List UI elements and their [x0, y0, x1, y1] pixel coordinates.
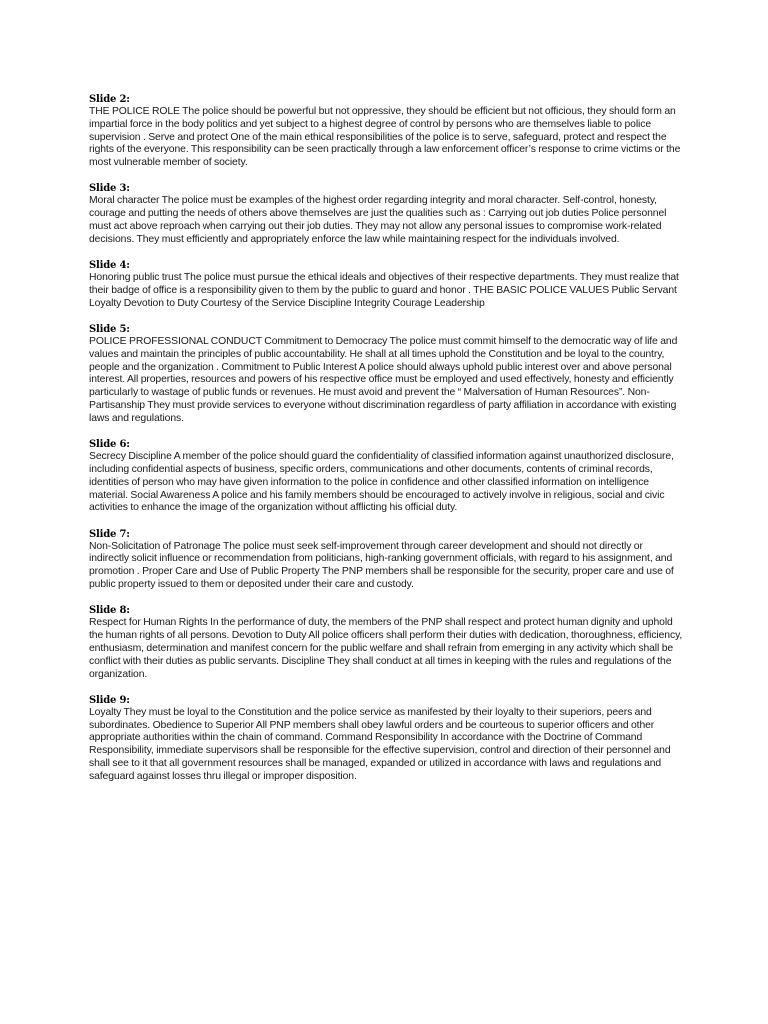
slide-body: Respect for Human Rights In the performance of duty, the members of the PNP shall respect and protect human dignity and uphold the human rights of all persons. Devotion to Duty All police officers shall perform their duties with dedication, thoroughness, efficiency, enthusiasm, determination and manifest concern for the public welfare and shall refrain from emerging in any activity which shall be conflict with their duties as public servants. Discipline They shall conduct at all times in keeping with the rules and regulations of the organization. [89, 617, 683, 680]
slide-body: Honoring public trust The police must pursue the ethical ideals and objectives of their respective departments. They must realize that their badge of office is a responsibility given to them by the public to guard and honor . THE BASIC POLICE VALUES Public Servant Loyalty Devotion to Duty Courtesy of the Service Discipline Integrity Courage Leadership [89, 272, 679, 309]
slide-heading: Slide 8: [89, 605, 130, 617]
slide-heading: Slide 7: [89, 528, 130, 540]
document-content [89, 94, 683, 797]
slide-body: Loyalty They must be loyal to the Constitution and the police service as manifested by their loyalty to their superiors, peers and subordinates. Obedience to Superior All PNP members shall obey lawful orders and be courteous to superior officers and other appropriate authorities within the chain of command. Command Responsibility In accordance with the Doctrine of Command Responsibility, immediate supervisors shall be responsible for the effective supervision, control and direction of their personnel and shall see to it that all government resources shall be managed, expanded or utilized in accordance with laws and regulations and safeguard against losses thru illegal or improper disposition. [89, 706, 671, 782]
slide-heading: Slide 5: [89, 324, 130, 336]
slide-body: Non-Solicitation of Patronage The police must seek self-improvement through career development and should not directly or indirectly solicit influence or recommendation from politicians, high-ranking government officials, with regard to his assignment, and promotion . Proper Care and Use of Public Property The PNP members shall be responsible for the security, proper care and use of public property issued to them or deposited under their care and custody. [89, 540, 674, 591]
slide-heading: Slide 4: [89, 260, 130, 272]
slide-heading: Slide 6: [89, 439, 130, 451]
slide-heading: Slide 2: [89, 94, 130, 105]
slide-section [89, 183, 683, 246]
slide-section [89, 439, 683, 515]
slide-section [89, 94, 683, 170]
slide-section [89, 529, 683, 592]
slide-body: THE POLICE ROLE The police should be powerful but not oppressive, they should be efficient but not officious, they should form an impartial force in the body politics and yet subject to a highest degree of control by persons who are themselves liable to police supervision . Serve and protect One of the main ethical responsibilities of the police is to serve, safeguard, protect and respect the rights of the everyone. This responsibility can be seen practically through a law enforcement officer’s response to crime victims or the most vulnerable member of society. [89, 106, 681, 169]
slide-body: POLICE PROFESSIONAL CONDUCT Commitment to Democracy The police must commit himself to the democratic way of life and values and maintain the principles of public accountability. He shall at all times uphold the Constitution and be loyal to the country, people and the organization . Commitment to Public Interest A police should always uphold public interest over and above personal interest. All properties, resources and powers of his respective office must be employed and used effectively, honesty and efficiently particularly to wastage of public funds or revenues. He must avoid and prevent the “ Malversation of Human Resources”. Non-Partisanship They must provide services to everyone without discrimination regardless of party affiliation in accordance with existing laws and regulations. [89, 336, 678, 424]
slide-body: Moral character The police must be examples of the highest order regarding integrity and moral character. Self-control, honesty, courage and putting the needs of others above themselves are just the qualities such as : Carrying out job duties Police personnel must act above reproach when carrying out their job duties. They may not allow any personal issues to compromise work-related decisions. They must efficiently and appropriately enforce the law while maintaining respect for the individuals involved. [89, 195, 667, 245]
slide-body: Secrecy Discipline A member of the police should guard the confidentiality of classified information against unauthorized disclosure, including confidential aspects of business, specific orders, communications and other documents, contents of criminal records, identities of person who may have given information to the police in confidence and other classified information on intelligence material. Social Awareness A police and his family members should be encouraged to actively involve in religious, social and civic activities to enhance the image of the organization without afflicting his official duty. [89, 451, 674, 514]
slide-section [89, 324, 683, 426]
slide-section [89, 695, 683, 784]
slide-heading: Slide 9: [89, 694, 130, 706]
slide-heading: Slide 3: [89, 183, 130, 195]
slide-section [89, 260, 683, 310]
slide-section [89, 605, 683, 681]
